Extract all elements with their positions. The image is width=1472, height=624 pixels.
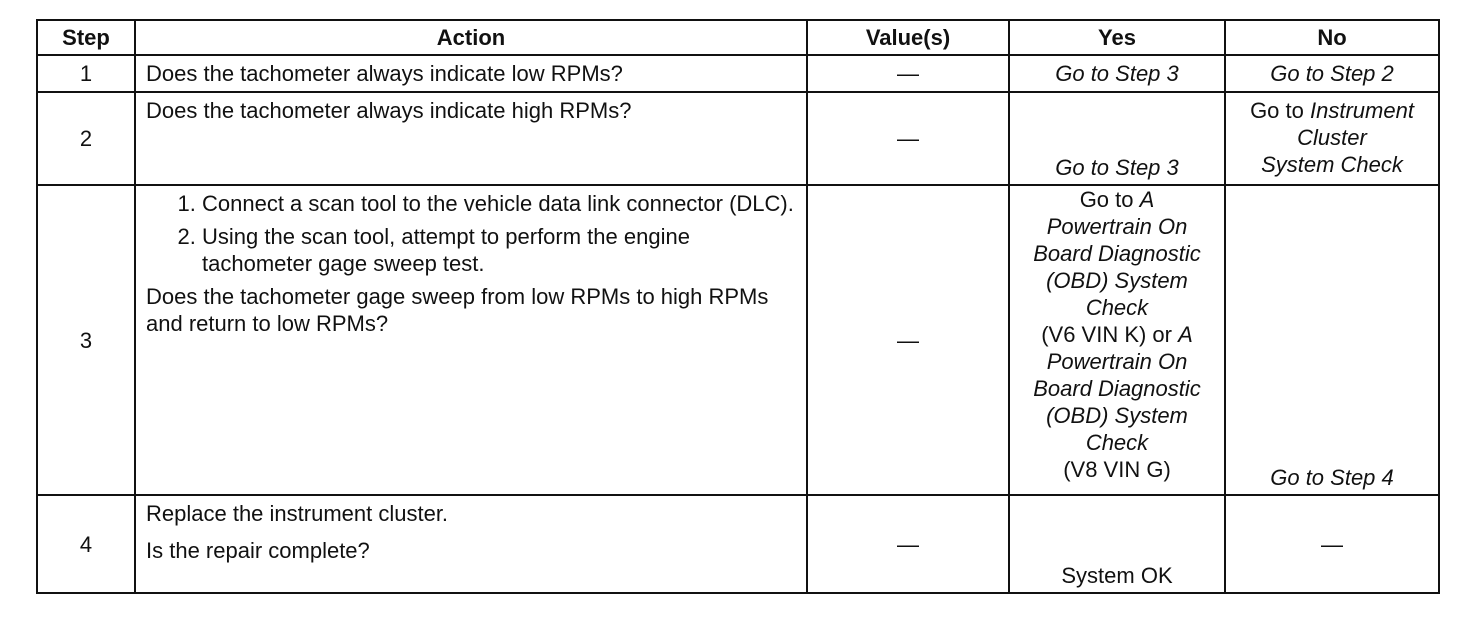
no-link-part[interactable]: Instrument (1310, 98, 1414, 123)
value-cell: — (807, 185, 1009, 495)
value-cell: — (807, 92, 1009, 185)
no-link-part[interactable]: System Check (1261, 152, 1403, 177)
yes-link-part[interactable]: Powertrain On (1046, 349, 1188, 374)
table-row (37, 495, 1439, 593)
diagnostic-table-container (36, 19, 1440, 594)
list-item: 1. Connect a scan tool to the vehicle data link connector (DLC). (202, 190, 796, 217)
header-row (37, 20, 1439, 55)
yes-link-part[interactable]: A (1178, 322, 1193, 347)
action-question: Is the repair complete? (146, 538, 370, 563)
header-values: Value(s) (807, 20, 1009, 55)
yes-link-part[interactable]: Check (1085, 430, 1149, 455)
no-result: — (1225, 495, 1439, 593)
header-no: No (1225, 20, 1439, 55)
action-text: Replace the instrument cluster. (146, 501, 449, 526)
no-link[interactable]: Go to Step 2 (1225, 55, 1439, 92)
yes-link[interactable]: Go to Step 3 (1009, 92, 1225, 185)
no-prefix: Go to (1250, 98, 1304, 123)
yes-qualifier: (V8 VIN G) (1063, 457, 1171, 482)
table-row (37, 185, 1439, 495)
yes-qualifier: (V6 VIN K) or (1041, 322, 1172, 347)
step-number: 1 (37, 55, 135, 92)
no-link-part[interactable]: Cluster (1297, 125, 1367, 150)
yes-prefix: Go to (1079, 187, 1134, 212)
value-cell: — (807, 495, 1009, 593)
action-cell (135, 185, 807, 495)
yes-cell (1009, 185, 1225, 495)
step-number: 3 (37, 185, 135, 495)
action-cell (135, 495, 807, 593)
action-steps-list (146, 190, 796, 277)
table-row (37, 92, 1439, 185)
yes-link-part[interactable]: Powertrain On (1046, 214, 1188, 239)
action-text: Does the tachometer always indicate low RPMs? (135, 55, 807, 92)
table-row (37, 55, 1439, 92)
yes-link-part[interactable]: Board Diagnostic (1033, 376, 1201, 401)
action-question: Does the tachometer gage sweep from low RPMs to high RPMs and return to low RPMs? (146, 284, 769, 336)
yes-link-part[interactable]: (OBD) System (1046, 403, 1188, 428)
no-link[interactable]: Go to Step 4 (1225, 185, 1439, 495)
yes-link-part[interactable]: Board Diagnostic (1033, 241, 1201, 266)
header-action: Action (135, 20, 807, 55)
value-cell: — (807, 55, 1009, 92)
yes-link[interactable]: Go to Step 3 (1009, 55, 1225, 92)
yes-result: System OK (1009, 495, 1225, 593)
header-step: Step (37, 20, 135, 55)
action-text: Does the tachometer always indicate high RPMs? (135, 92, 807, 185)
diagnostic-table (36, 19, 1440, 594)
step-number: 2 (37, 92, 135, 185)
no-cell (1225, 92, 1439, 185)
list-item: 2. Using the scan tool, attempt to perform the engine tachometer gage sweep test. (202, 223, 796, 277)
step-number: 4 (37, 495, 135, 593)
yes-link-part[interactable]: Check (1085, 295, 1149, 320)
yes-link-part[interactable]: A (1139, 187, 1155, 212)
yes-link-part[interactable]: (OBD) System (1046, 268, 1188, 293)
header-yes: Yes (1009, 20, 1225, 55)
